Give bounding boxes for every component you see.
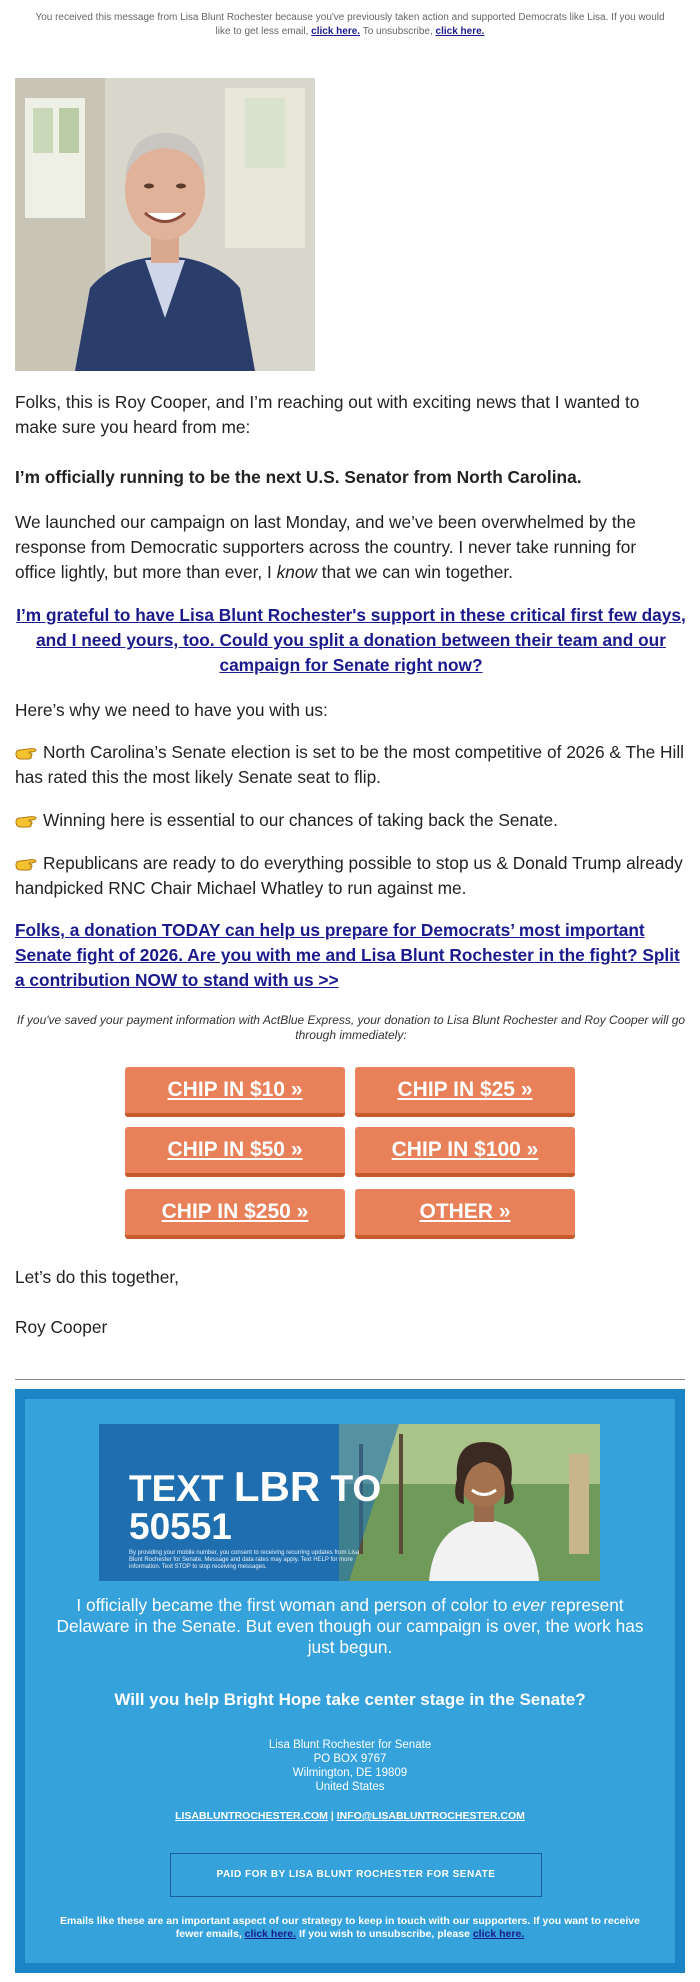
bullet-item xyxy=(15,740,687,790)
less-email-link[interactable]: click here. xyxy=(311,25,361,37)
pointing-hand-icon xyxy=(15,813,37,829)
bullet-text: Winning here is essential to our chances of taking back the Senate. xyxy=(43,810,558,830)
banner-number: 50551 xyxy=(129,1506,232,1547)
footer-message xyxy=(45,1595,655,1658)
footer-address xyxy=(45,1738,655,1794)
launch-emphasis: know xyxy=(276,562,317,582)
banner-text: TEXT xyxy=(129,1468,224,1509)
chip-in-50-button[interactable]: CHIP IN $50 » xyxy=(125,1127,345,1177)
email-link[interactable]: INFO@LISABLUNTROCHESTER.COM xyxy=(336,1810,525,1822)
chip-in-10-button[interactable]: CHIP IN $10 » xyxy=(125,1067,345,1117)
chip-in-25-button[interactable]: CHIP IN $25 » xyxy=(355,1067,575,1117)
bullet-text: Republicans are ready to do everything possible to stop us & Donald Trump already handpicked RNC Chair Michael Whatley to run against me. xyxy=(15,853,683,898)
intro-paragraph: Folks, this is Roy Cooper, and I’m reaching out with exciting news that I wanted to make sure you heard from me: xyxy=(15,392,640,437)
address-line: United States xyxy=(315,1781,385,1793)
preheader-unsubscribe-text: To unsubscribe, xyxy=(362,25,433,37)
roy-cooper-photo xyxy=(15,78,315,371)
footer-link-separator: | xyxy=(330,1810,334,1822)
divider xyxy=(15,1379,685,1380)
footer-message-emphasis: ever xyxy=(512,1595,546,1615)
donate-link-split[interactable]: I’m grateful to have Lisa Blunt Rochester's support in these critical first few days, and I need yours, too. Could you split a donation between their team and our campaign for Senate right now? xyxy=(16,605,686,675)
signature: Roy Cooper xyxy=(15,1317,108,1337)
launch-paragraph xyxy=(15,510,675,585)
other-amount-button[interactable]: OTHER » xyxy=(355,1189,575,1239)
banner-heading xyxy=(129,1463,382,1547)
banner-keyword: LBR xyxy=(233,1463,321,1510)
why-heading: Here’s why we need to have you with us: xyxy=(15,700,328,720)
footer-disclaimer xyxy=(45,1915,655,1941)
banner-to: TO xyxy=(330,1468,382,1509)
bullet-text: North Carolina’s Senate election is set to be the most competitive of 2026 & The Hill has rated this the most likely Senate seat to flip. xyxy=(15,742,685,787)
chip-in-250-button[interactable]: CHIP IN $250 » xyxy=(125,1189,345,1239)
disclaimer-text: Emails like these are an important aspect of our strategy to keep in touch with our supporters. If you want to receive fewer emails, xyxy=(60,1915,640,1940)
fewer-emails-link[interactable]: click here. xyxy=(244,1928,297,1940)
paid-for-box: PAID FOR BY LISA BLUNT ROCHESTER FOR SENATE xyxy=(170,1853,542,1897)
signoff: Let’s do this together, xyxy=(15,1267,179,1287)
disclaimer-text-mid: If you wish to unsubscribe, please xyxy=(298,1928,470,1940)
address-line: Wilmington, DE 19809 xyxy=(292,1767,408,1779)
footer-links xyxy=(45,1810,655,1822)
footer xyxy=(15,1389,685,1973)
pointing-hand-icon xyxy=(15,745,37,761)
actblue-note: If you've saved your payment information with ActBlue Express, your donation to Lisa Blunt Rochester and Roy Cooper will go through immediately: xyxy=(16,1013,686,1042)
preheader xyxy=(0,0,700,38)
text-lbr-banner[interactable] xyxy=(99,1424,600,1581)
website-link[interactable]: LISABLUNTROCHESTER.COM xyxy=(175,1810,328,1822)
launch-text-end: that we can win together. xyxy=(321,562,513,582)
preheader-text: You received this message from Lisa Blunt Rochester because you've previously taken action and supported Democrats like Lisa. If you would like to get less email, xyxy=(35,12,665,37)
unsubscribe-link[interactable]: click here. xyxy=(435,25,485,37)
footer-inner xyxy=(25,1399,675,1963)
footer-message-text: I officially became the first woman and person of color to xyxy=(76,1595,508,1615)
announcement: I’m officially running to be the next U.S. Senator from North Carolina. xyxy=(15,467,582,487)
donate-link-today[interactable]: Folks, a donation TODAY can help us prepare for Democrats’ most important Senate fight of 2026. Are you with me and Lisa Blunt Rochester in the fight? Split a contribution NOW to stand with us >> xyxy=(15,920,680,990)
pointing-hand-icon xyxy=(15,856,37,872)
launch-text: We launched our campaign on last Monday, and we’ve been overwhelmed by the response from Democratic supporters across the country. I never take running for office lightly, but more than ever, I xyxy=(15,512,637,582)
footer-unsubscribe-link[interactable]: click here. xyxy=(472,1928,525,1940)
email-body xyxy=(15,78,687,1042)
address-line: PO BOX 9767 xyxy=(313,1753,387,1765)
address-line: Lisa Blunt Rochester for Senate xyxy=(268,1739,432,1751)
footer-message-text-end: represent Delaware in the Senate. But even though our campaign is over, the work has just begun. xyxy=(56,1595,644,1657)
footer-question: Will you help Bright Hope take center stage in the Senate? xyxy=(114,1690,586,1709)
bullet-item xyxy=(15,851,687,901)
bullet-item xyxy=(15,808,687,833)
chip-in-100-button[interactable]: CHIP IN $100 » xyxy=(355,1127,575,1177)
banner-fine-print: By providing your mobile number, you consent to receiving recurring updates from Lisa Blunt Rochester for Senate. Message and data rates may apply. Text HELP for more information. Text STOP to stop receiving messages. xyxy=(129,1550,360,1570)
